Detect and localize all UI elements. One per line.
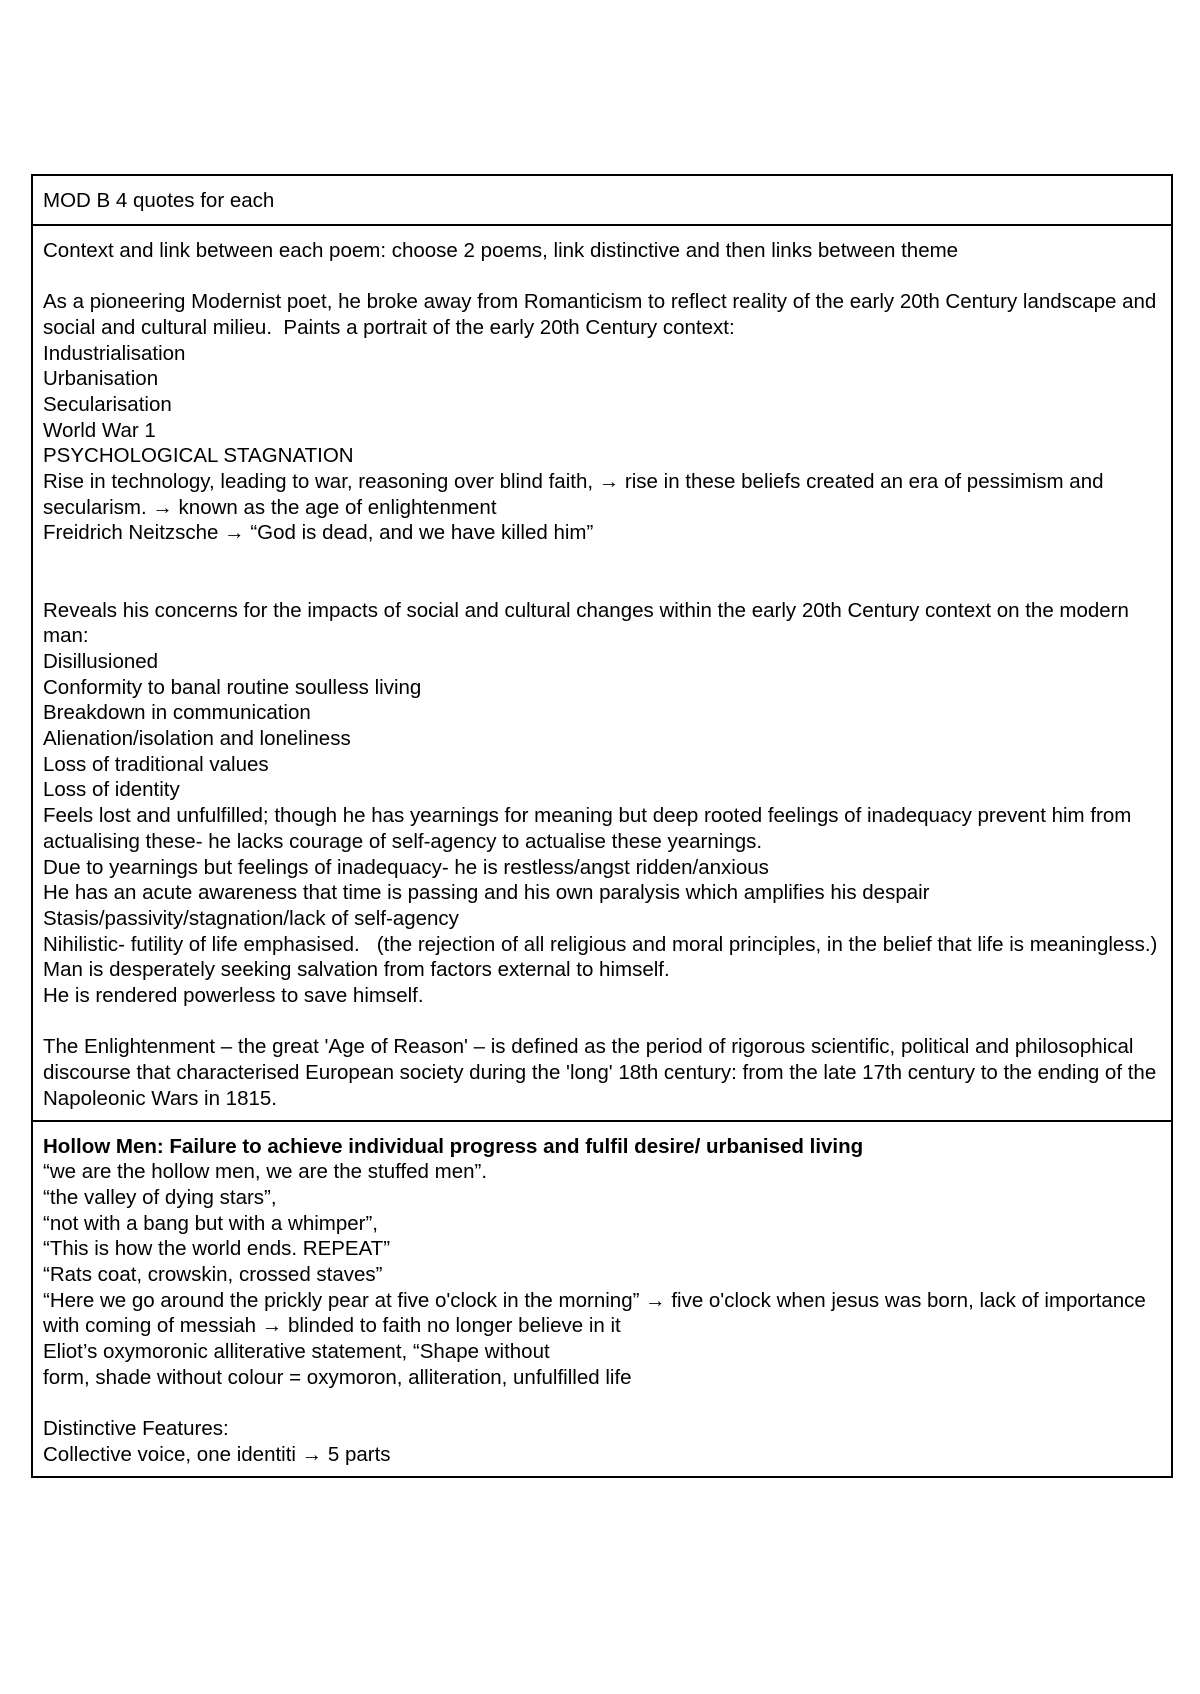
concern-item: He has an acute awareness that time is passing and his own paralysis which amplifies his despair xyxy=(43,881,930,905)
nietzsche-quote: Freidrich Neitzsche → “God is dead, and we have killed him” xyxy=(43,521,594,545)
table-header-cell xyxy=(33,176,1171,224)
notes-table xyxy=(31,174,1173,1478)
context-cell xyxy=(33,224,1171,1120)
quote-line: “not with a bang but with a whimper”, xyxy=(43,1211,378,1235)
spacer xyxy=(43,546,1161,572)
context-item: Industrialisation xyxy=(43,341,186,365)
concern-item: Due to yearnings but feelings of inadequacy- he is restless/angst ridden/anxious xyxy=(43,855,769,879)
context-item: World War 1 xyxy=(43,418,156,442)
context-item: PSYCHOLOGICAL STAGNATION xyxy=(43,444,354,468)
quote-line: “Rats coat, crowskin, crossed staves” xyxy=(43,1263,383,1287)
concern-item: Loss of identity xyxy=(43,778,180,802)
document-title: MOD B 4 quotes for each xyxy=(43,189,275,212)
hollow-men-heading: Hollow Men: Failure to achieve individual progress and fulfil desire/ urbanised living xyxy=(43,1134,864,1158)
quote-line: form, shade without colour = oxymoron, alliteration, unfulfilled life xyxy=(43,1365,632,1389)
concern-item: Disillusioned xyxy=(43,649,159,673)
feature-item: Collective voice, one identiti → 5 parts xyxy=(43,1442,391,1466)
quote-line: “the valley of dying stars”, xyxy=(43,1185,277,1209)
concern-item: Loss of traditional values xyxy=(43,752,269,776)
concern-item: Conformity to banal routine soulless living xyxy=(43,675,422,699)
concern-item: Alienation/isolation and loneliness xyxy=(43,727,351,751)
quote-line: “we are the hollow men, we are the stuffed men”. xyxy=(43,1160,488,1184)
concern-item: Nihilistic- futility of life emphasised. (the rejection of all religious and moral principles, in the belief that life is meaningless.) xyxy=(43,932,1158,956)
concern-item: Man is desperately seeking salvation from factors external to himself. xyxy=(43,958,670,982)
concern-item: He is rendered powerless to save himself. xyxy=(43,984,424,1008)
spacer xyxy=(43,1009,1161,1035)
spacer xyxy=(43,572,1161,598)
concern-item: Breakdown in communication xyxy=(43,701,311,725)
context-item: Urbanisation xyxy=(43,367,159,391)
distinctive-features-label: Distinctive Features: xyxy=(43,1417,229,1441)
hollow-men-cell xyxy=(33,1120,1171,1476)
spacer xyxy=(43,263,1161,289)
concerns-paragraph: Reveals his concerns for the impacts of social and cultural changes within the early 20th Century context on the modern man: xyxy=(43,598,1135,648)
spacer xyxy=(43,1391,1161,1417)
concern-item: Feels lost and unfulfilled; though he has yearnings for meaning but deep rooted feelings of inadequacy prevent him from actualising these- he lacks courage of self-agency to actualise these yearnings. xyxy=(43,804,1138,853)
technology-paragraph: Rise in technology, leading to war, reasoning over blind faith, → rise in these beliefs created an era of pessimism and secularism. → known as the age of enlightenment xyxy=(43,470,1110,519)
concern-item: Stasis/passivity/stagnation/lack of self-agency xyxy=(43,906,459,930)
context-item: Secularisation xyxy=(43,392,172,416)
context-intro: Context and link between each poem: choose 2 poems, link distinctive and then links between theme xyxy=(43,238,959,262)
quote-line: Eliot’s oxymoronic alliterative statement, “Shape without xyxy=(43,1340,550,1364)
quote-line: “Here we go around the prickly pear at five o'clock in the morning” → five o'clock when jesus was born, lack of importance with coming of messiah → blinded to faith no longer believe in it xyxy=(43,1288,1152,1338)
modernist-paragraph: As a pioneering Modernist poet, he broke away from Romanticism to reflect reality of the early 20th Century landscape and social and cultural milieu. Paints a portrait of the early 20th Century context: xyxy=(43,290,1162,339)
enlightenment-paragraph: The Enlightenment – the great 'Age of Reason' – is defined as the period of rigorous scientific, political and philosophical discourse that characterised European society during the 'long' 18th century: from the late 17th century to the ending of the Napoleonic Wars in 1815. xyxy=(43,1035,1162,1110)
quote-line: “This is how the world ends. REPEAT” xyxy=(43,1237,391,1261)
